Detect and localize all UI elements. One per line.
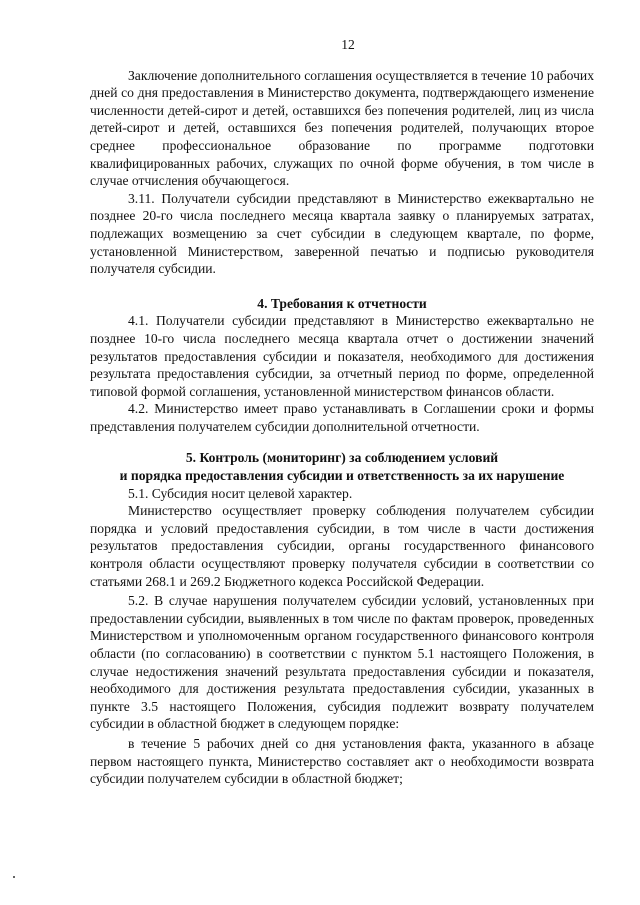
page-number: 12 xyxy=(341,37,355,52)
paragraph-supplementary-agreement: Заключение дополнительного соглашения осуществляется в течение 10 рабочих дней со дня предоставления в Министерство документа, подтверждающего изменение численности детей-сирот и детей, оставшихся без попечения родителей, лиц из числа детей-сирот и детей, оставшихся без попечения родителей, получающих второе среднее профессиональное образование по программе подготовки квалифицированных рабочих, служащих по очной форме обучения, в том числе в случае отчисления обучающегося. xyxy=(90,67,594,189)
paragraph-4-1: 4.1. Получатели субсидии представляют в Министерство ежеквартально не позднее 10-го числа последнего месяца квартала отчет о достижении значений результатов предоставления субсидии и показателя, необходимого для достижения результата предоставления субсидии, за отчетный период по форме, определенной типовой формой соглашения, установленной министерством финансов области. xyxy=(90,313,594,399)
section-4-heading: 4. Требования к отчетности xyxy=(257,295,427,311)
scan-dot-mark xyxy=(13,876,15,878)
paragraph-5-1: 5.1. Субсидия носит целевой характер. xyxy=(128,485,353,501)
paragraph-return-procedure: в течение 5 рабочих дней со дня установления факта, указанного в абзаце первом настоящего пункта, Министерство составляет акт о необходимости возврата субсидии получателем субсидии в областной бюджет; xyxy=(90,735,594,787)
section-5-heading-line2: и порядка предоставления субсидии и ответственность за их нарушение xyxy=(119,468,565,484)
paragraph-ministry-inspection: Министерство осуществляет проверку соблюдения получателем субсидии порядка и условий предоставления субсидии, в том числе в части достижения результатов предоставления субсидии, органы государственного финансового контроля области осуществляют проверку получателя субсидии в соответствии со статьями 268.1 и 269.2 Бюджетного кодекса Российской Федерации. xyxy=(90,503,594,589)
section-5-heading-line1: 5. Контроль (мониторинг) за соблюдением условий xyxy=(185,450,499,466)
paragraph-3-11: 3.11. Получатели субсидии представляют в Министерство ежеквартально не позднее 20-го числа последнего месяца квартала заявку о планируемых затратах, подлежащих возмещению за счет субсидии в следующем квартале, по форме, установленной Министерством, заверенной печатью и подписью руководителя получателя субсидии. xyxy=(90,190,594,277)
paragraph-5-2: 5.2. В случае нарушения получателем субсидии условий, установленных при предоставлении субсидии, выявленных в том числе по фактам проверок, проведенных Министерством и уполномоченным органом государственного финансового контроля области (по согласованию) в соответствии с пунктом 5.1 настоящего Положения, в случае недостижения значений результата предоставления субсидии и показателя, необходимого для достижения результата предоставления субсидии, указанных в пункте 3.5 настоящего Положения, субсидия подлежит возврату получателем субсидии в областной бюджет в следующем порядке: xyxy=(90,593,594,732)
document-page xyxy=(90,36,594,788)
paragraph-4-2: 4.2. Министерство имеет право устанавливать в Соглашении сроки и формы представления получателем субсидии дополнительной отчетности. xyxy=(90,401,594,434)
